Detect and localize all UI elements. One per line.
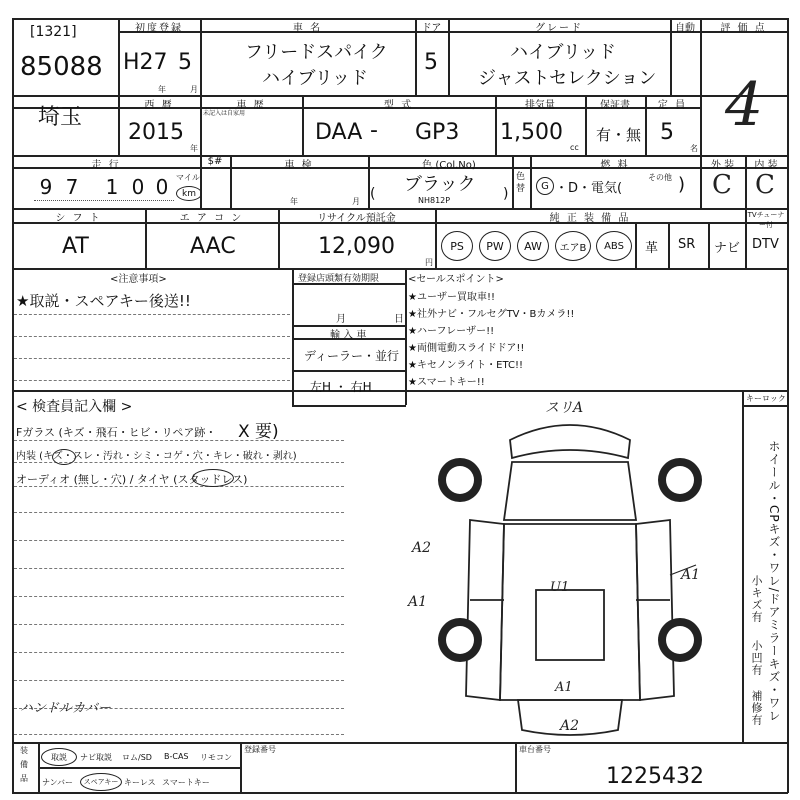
roof-panel <box>536 590 604 660</box>
diagram-mark: A1 <box>555 680 573 695</box>
insp-month: 月 <box>352 197 360 206</box>
inspector-label: < 検査員記入欄 > <box>16 399 133 415</box>
mileage-digit: 0 <box>131 175 145 199</box>
label-warranty: 保証書 <box>600 100 630 111</box>
key-lock-vertical-2: 小キズ有 <box>750 575 763 623</box>
dealer-value: ディーラー・並行 <box>304 349 400 363</box>
label-aircon: エ ア コ ン <box>179 213 244 224</box>
bottom-item: B-CAS <box>164 752 189 761</box>
scratch-circle <box>52 449 76 465</box>
sales-point: ★キセノンライト・ETC!! <box>408 360 524 371</box>
reg-month-unit: 月 <box>336 314 346 325</box>
left-side <box>466 520 504 700</box>
equip-airbag: エアB <box>555 231 591 261</box>
div-n-f <box>292 370 406 372</box>
car-name-2: ハイブリッド <box>262 68 369 89</box>
interior-value: C <box>755 170 775 200</box>
notes-line1: ★取説・スペアキー後送!! <box>16 292 191 310</box>
color-open-paren: ( <box>370 186 376 202</box>
dash-i-1 <box>14 440 344 441</box>
sales-point: ★ユーザー買取車!! <box>408 292 495 303</box>
reg-era: H27 <box>123 50 168 75</box>
recycle-value: 12,090 <box>318 234 395 259</box>
month-unit: 月 <box>190 85 198 94</box>
label-capacity: 定 員 <box>657 100 688 111</box>
div-r4-f <box>708 222 710 268</box>
fuel-other: その他 <box>648 173 672 182</box>
label-smeter: $# <box>207 156 223 167</box>
inspector-line2: 内装 (キズ・スレ・汚れ・シミ・コゲ・穴・キレ・破れ・剥れ) <box>16 451 297 462</box>
color-change: 色替 <box>516 172 526 194</box>
doors-value: 5 <box>424 50 438 75</box>
right-side <box>636 520 674 700</box>
label-exterior: 外 装 <box>710 160 735 171</box>
roof <box>500 524 640 700</box>
dash-i-6 <box>14 568 344 569</box>
label-car-name: 車 名 <box>292 23 323 34</box>
exterior-value: C <box>712 170 732 200</box>
dash-i-9 <box>14 652 344 653</box>
displacement-value: 1,500 <box>500 120 563 145</box>
sales-point: ★両側電動スライドドア!! <box>408 343 525 354</box>
div-keylock <box>742 390 744 742</box>
inspector-line1: Fガラス (キズ・飛石・ヒビ・リペア跡・ <box>16 426 217 439</box>
dash-i-12 <box>14 734 344 735</box>
div-n-a <box>292 268 294 405</box>
mileage-digit: 9 <box>39 175 53 199</box>
label-recycle: リサイクル預託金 <box>317 213 396 224</box>
frame-left <box>12 18 14 793</box>
year-unit: 年 <box>158 85 166 94</box>
dash-n-2 <box>14 336 290 337</box>
bottom-item: ナンバー <box>42 778 74 787</box>
key-lock-vertical-1: ホイール・CPキズ・ワレ/ドアミラーキズ・ワレ <box>767 440 781 723</box>
dash-n-1 <box>14 314 290 315</box>
hood <box>504 462 636 520</box>
prefecture: 埼玉 <box>38 105 83 130</box>
equip-pw: PW <box>479 231 511 261</box>
grade-2: ジャストセレクション <box>478 68 657 89</box>
grade-1: ハイブリッド <box>510 42 617 63</box>
label-fuel: 燃 料 <box>600 160 630 171</box>
front-bumper <box>510 425 630 458</box>
div-n-b <box>405 268 407 405</box>
bottom-side-label: 装備品 <box>20 746 28 783</box>
sales-point: ★社外ナビ・フルセグTV・Bカメラ!! <box>408 309 575 320</box>
sales-points-label: <セールスポイント> <box>408 274 504 285</box>
key-lock-label: キーロック <box>746 394 786 403</box>
frame-notes-bottom <box>12 390 788 392</box>
equip-dtv: DTV <box>752 237 779 252</box>
studless-circle <box>192 469 234 487</box>
div-r1-f <box>700 18 702 208</box>
label-auto: 自動 <box>675 23 695 34</box>
key-lock-vertical-3: 小凹有 <box>750 640 763 676</box>
div-b-b <box>240 742 242 792</box>
diagram-mark: A2 <box>560 718 580 734</box>
label-grade: グレード <box>535 23 583 34</box>
mileage-digit: 1 <box>105 175 119 199</box>
reg-expiry-label: 登録店頭類有効期限 <box>298 274 380 284</box>
label-rating: 評 価 点 <box>720 23 767 34</box>
mileage-digit: 7 <box>65 175 79 199</box>
div-keylock-hdr <box>742 405 788 407</box>
diagram-mark: スリA <box>545 400 584 416</box>
color-code: NH812P <box>418 196 451 205</box>
equip-leather: 革 <box>645 241 659 256</box>
frame-bottom-top <box>12 742 788 744</box>
div-r1-a <box>118 18 120 155</box>
diagram-mark: A1 <box>681 567 701 583</box>
reg-day-unit: 日 <box>394 314 404 325</box>
shareki-note: 未記入は自家用 <box>203 110 246 117</box>
mileage-dots <box>34 200 174 201</box>
unit-km: km <box>176 186 202 201</box>
label-katashiki: 型 式 <box>383 100 414 111</box>
bottom-item: スペアキー <box>80 773 122 791</box>
equip-aw: AW <box>517 231 549 261</box>
label-displacement: 排気量 <box>525 100 555 111</box>
frame-bottom <box>12 792 788 794</box>
capacity-unit: 名 <box>690 144 698 153</box>
equip-navi: ナビ <box>714 241 741 256</box>
reg-month: 5 <box>178 50 192 75</box>
dash-i-7 <box>14 596 344 597</box>
dash-n-3 <box>14 358 290 359</box>
bottom-item: ナビ取説 <box>80 753 112 762</box>
model-prefix: DAA <box>315 120 363 145</box>
insp-year: 年 <box>290 197 298 206</box>
diagram-mark: A1 <box>408 594 428 610</box>
chassis-number: 1225432 <box>606 764 704 789</box>
year-unit-2: 年 <box>190 144 198 153</box>
fuel-close: ) <box>678 174 686 195</box>
reg-number-label: 登録番号 <box>244 745 276 754</box>
model-dash: - <box>370 118 378 143</box>
lot-number: 85088 <box>20 52 103 82</box>
mileage-digit: 0 <box>155 175 169 199</box>
fuel-options: ・D・電気( <box>555 181 623 196</box>
label-color: 色 (Col.No) <box>422 160 476 171</box>
unit-mile: マイル <box>176 173 200 182</box>
label-interior: 内 装 <box>754 160 778 171</box>
bottom-item: 取説 <box>41 748 77 766</box>
label-shift: シ フ ト <box>55 213 102 224</box>
model-code: GP3 <box>415 120 460 145</box>
handle-value: 左H ・ 右H <box>310 380 372 394</box>
label-doors: ドア <box>421 23 442 34</box>
dash-i-10 <box>14 680 344 681</box>
rating-value: 4 <box>725 70 764 140</box>
shift-value: AT <box>62 234 89 259</box>
diagram-mark: U1 <box>550 580 570 595</box>
label-shareki: 車 歴 <box>236 100 266 111</box>
dash-i-4 <box>14 512 344 513</box>
equip-ps: PS <box>441 231 473 261</box>
bottom-item: キーレス <box>124 778 156 787</box>
car-name-1: フリードスパイク <box>245 42 388 63</box>
div-n-box-bottom <box>292 405 406 407</box>
label-inspection: 車 検 <box>284 160 314 171</box>
div-b-c <box>515 742 517 792</box>
dash-n-4 <box>14 380 290 381</box>
div-r4-d <box>635 222 637 268</box>
label-equipment: 純 正 装 備 品 <box>549 213 631 224</box>
sales-point: ★スマートキー!! <box>408 377 485 388</box>
notes-label: <注意事項> <box>110 274 167 285</box>
label-tv-tuner: TVチューナー付 <box>747 211 785 229</box>
chassis-label: 車台番号 <box>519 745 551 754</box>
equip-sr: SR <box>678 237 696 252</box>
cc-unit: cc <box>570 143 579 152</box>
bottom-item: ロム/SD <box>122 753 152 762</box>
year-value: 2015 <box>128 120 184 145</box>
capacity-value: 5 <box>660 120 674 145</box>
bottom-item: スマートキー <box>162 778 210 787</box>
bottom-item: リモコン <box>200 753 232 762</box>
key-lock-vertical-4: 補修有 <box>750 690 763 726</box>
sales-point: ★ハーフレーザー!! <box>408 326 495 337</box>
div-r4-e <box>668 222 670 268</box>
yen-unit: 円 <box>425 258 433 267</box>
label-mileage: 走 行 <box>91 160 121 171</box>
div-b-mid <box>38 767 240 769</box>
fuel-gas-circle: G <box>536 177 554 195</box>
color-value: ブラック <box>404 174 476 195</box>
warranty-value: 有・無 <box>596 126 642 144</box>
label-first-reg: 初度登録 <box>135 23 183 34</box>
color-close-paren: ) <box>503 186 509 202</box>
dash-i-5 <box>14 540 344 541</box>
diagram-mark: A2 <box>412 540 432 556</box>
label-seireki: 西 暦 <box>144 100 174 111</box>
inspector-line3: オーディオ (無し・穴) / タイヤ (スタッドレス) <box>16 473 248 486</box>
inspector-line1-mark: X 要) <box>238 422 279 442</box>
import-label: 輸 入 車 <box>330 330 367 341</box>
equip-abs: ABS <box>596 231 632 261</box>
aircon-value: AAC <box>190 234 236 259</box>
lot-small: [1321] <box>30 24 77 40</box>
dash-i-8 <box>14 624 344 625</box>
inspector-handwritten: ハンドルカバー <box>20 701 112 716</box>
